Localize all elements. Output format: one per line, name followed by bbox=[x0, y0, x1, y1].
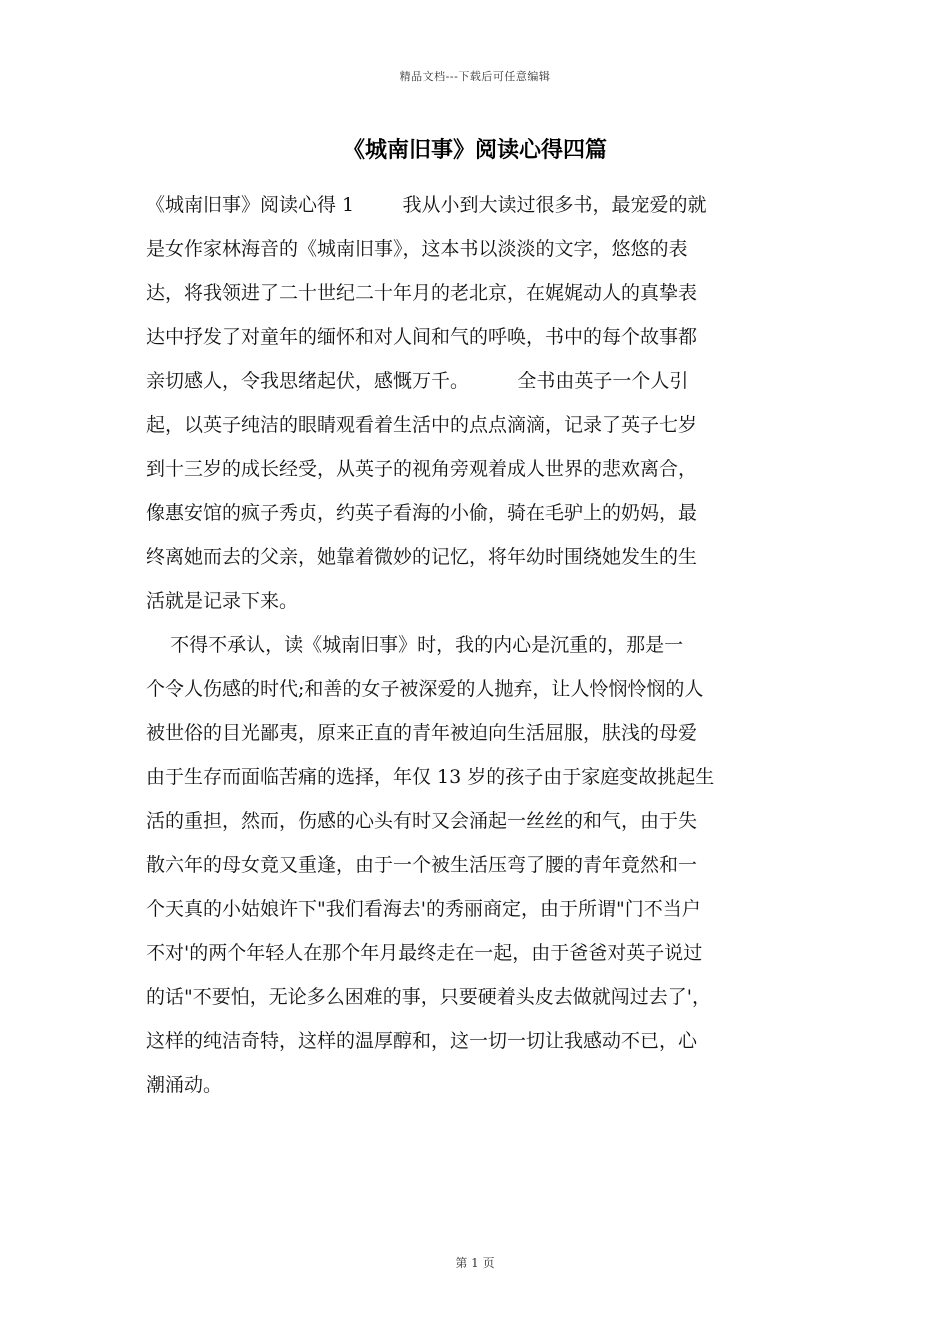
body-line: 亲切感人，令我思绪起伏，感慨万千。 全书由英子一个人引 bbox=[146, 370, 689, 392]
body-line: 个天真的小姑娘许下"我们看海去'的秀丽商定，由于所谓"门不当户 bbox=[146, 898, 701, 920]
body-line: 的话"不要怕，无论多么困难的事，只要硬着头皮去做就闯过去了'， bbox=[146, 986, 711, 1008]
body-line: 散六年的母女竟又重逢，由于一个被生活压弯了腰的青年竟然和一 bbox=[146, 854, 698, 876]
body-line: 不对'的两个年轻人在那个年月最终走在一起，由于爸爸对英子说过 bbox=[146, 942, 703, 964]
body-line: 达中抒发了对童年的缅怀和对人间和气的呼唤，书中的每个故事都 bbox=[146, 326, 698, 348]
body-line: 是女作家林海音的《城南旧事》，这本书以淡淡的文字，悠悠的表 bbox=[146, 238, 688, 260]
body-line: 不得不承认，读《城南旧事》时，我的内心是沉重的，那是一 bbox=[146, 634, 684, 656]
document-title: 《城南旧事》阅读心得四篇 bbox=[342, 137, 607, 163]
body-line: 这样的纯洁奇特，这样的温厚醇和，这一切一切让我感动不已，心 bbox=[146, 1030, 698, 1052]
body-line: 像惠安馆的疯子秀贞，约英子看海的小偷，骑在毛驴上的奶妈，最 bbox=[146, 502, 698, 524]
body-line: 由于生存而面临苦痛的选择，年仅 13 岁的孩子由于家庭变故挑起生 bbox=[146, 766, 715, 788]
body-line: 到十三岁的成长经受，从英子的视角旁观着成人世界的悲欢离合， bbox=[146, 458, 698, 480]
body-line: 达，将我领进了二十世纪二十年月的老北京，在娓娓动人的真挚表 bbox=[146, 282, 698, 304]
body-line: 个令人伤感的时代;和善的女子被深爱的人抛弃，让人怜悯怜悯的人 bbox=[146, 678, 704, 700]
body-line: 潮涌动。 bbox=[146, 1074, 223, 1096]
body-line: 起，以英子纯洁的眼睛观看着生活中的点点滴滴，记录了英子七岁 bbox=[146, 414, 698, 436]
body-line: 终离她而去的父亲，她靠着微妙的记忆，将年幼时围绕她发生的生 bbox=[146, 546, 698, 568]
body-line: 《城南旧事》阅读心得 1 我从小到大读过很多书，最宠爱的就 bbox=[146, 194, 707, 216]
body-line: 活的重担，然而，伤感的心头有时又会涌起一丝丝的和气，由于失 bbox=[146, 810, 698, 832]
body-line: 活就是记录下来。 bbox=[146, 590, 299, 612]
page-footer: 第 1 页 bbox=[455, 1256, 495, 1270]
body-line: 被世俗的目光鄙夷，原来正直的青年被迫向生活屈服，肤浅的母爱 bbox=[146, 722, 698, 744]
page-header: 精品文档---下载后可任意编辑 bbox=[399, 70, 551, 83]
document-body bbox=[146, 183, 811, 1107]
